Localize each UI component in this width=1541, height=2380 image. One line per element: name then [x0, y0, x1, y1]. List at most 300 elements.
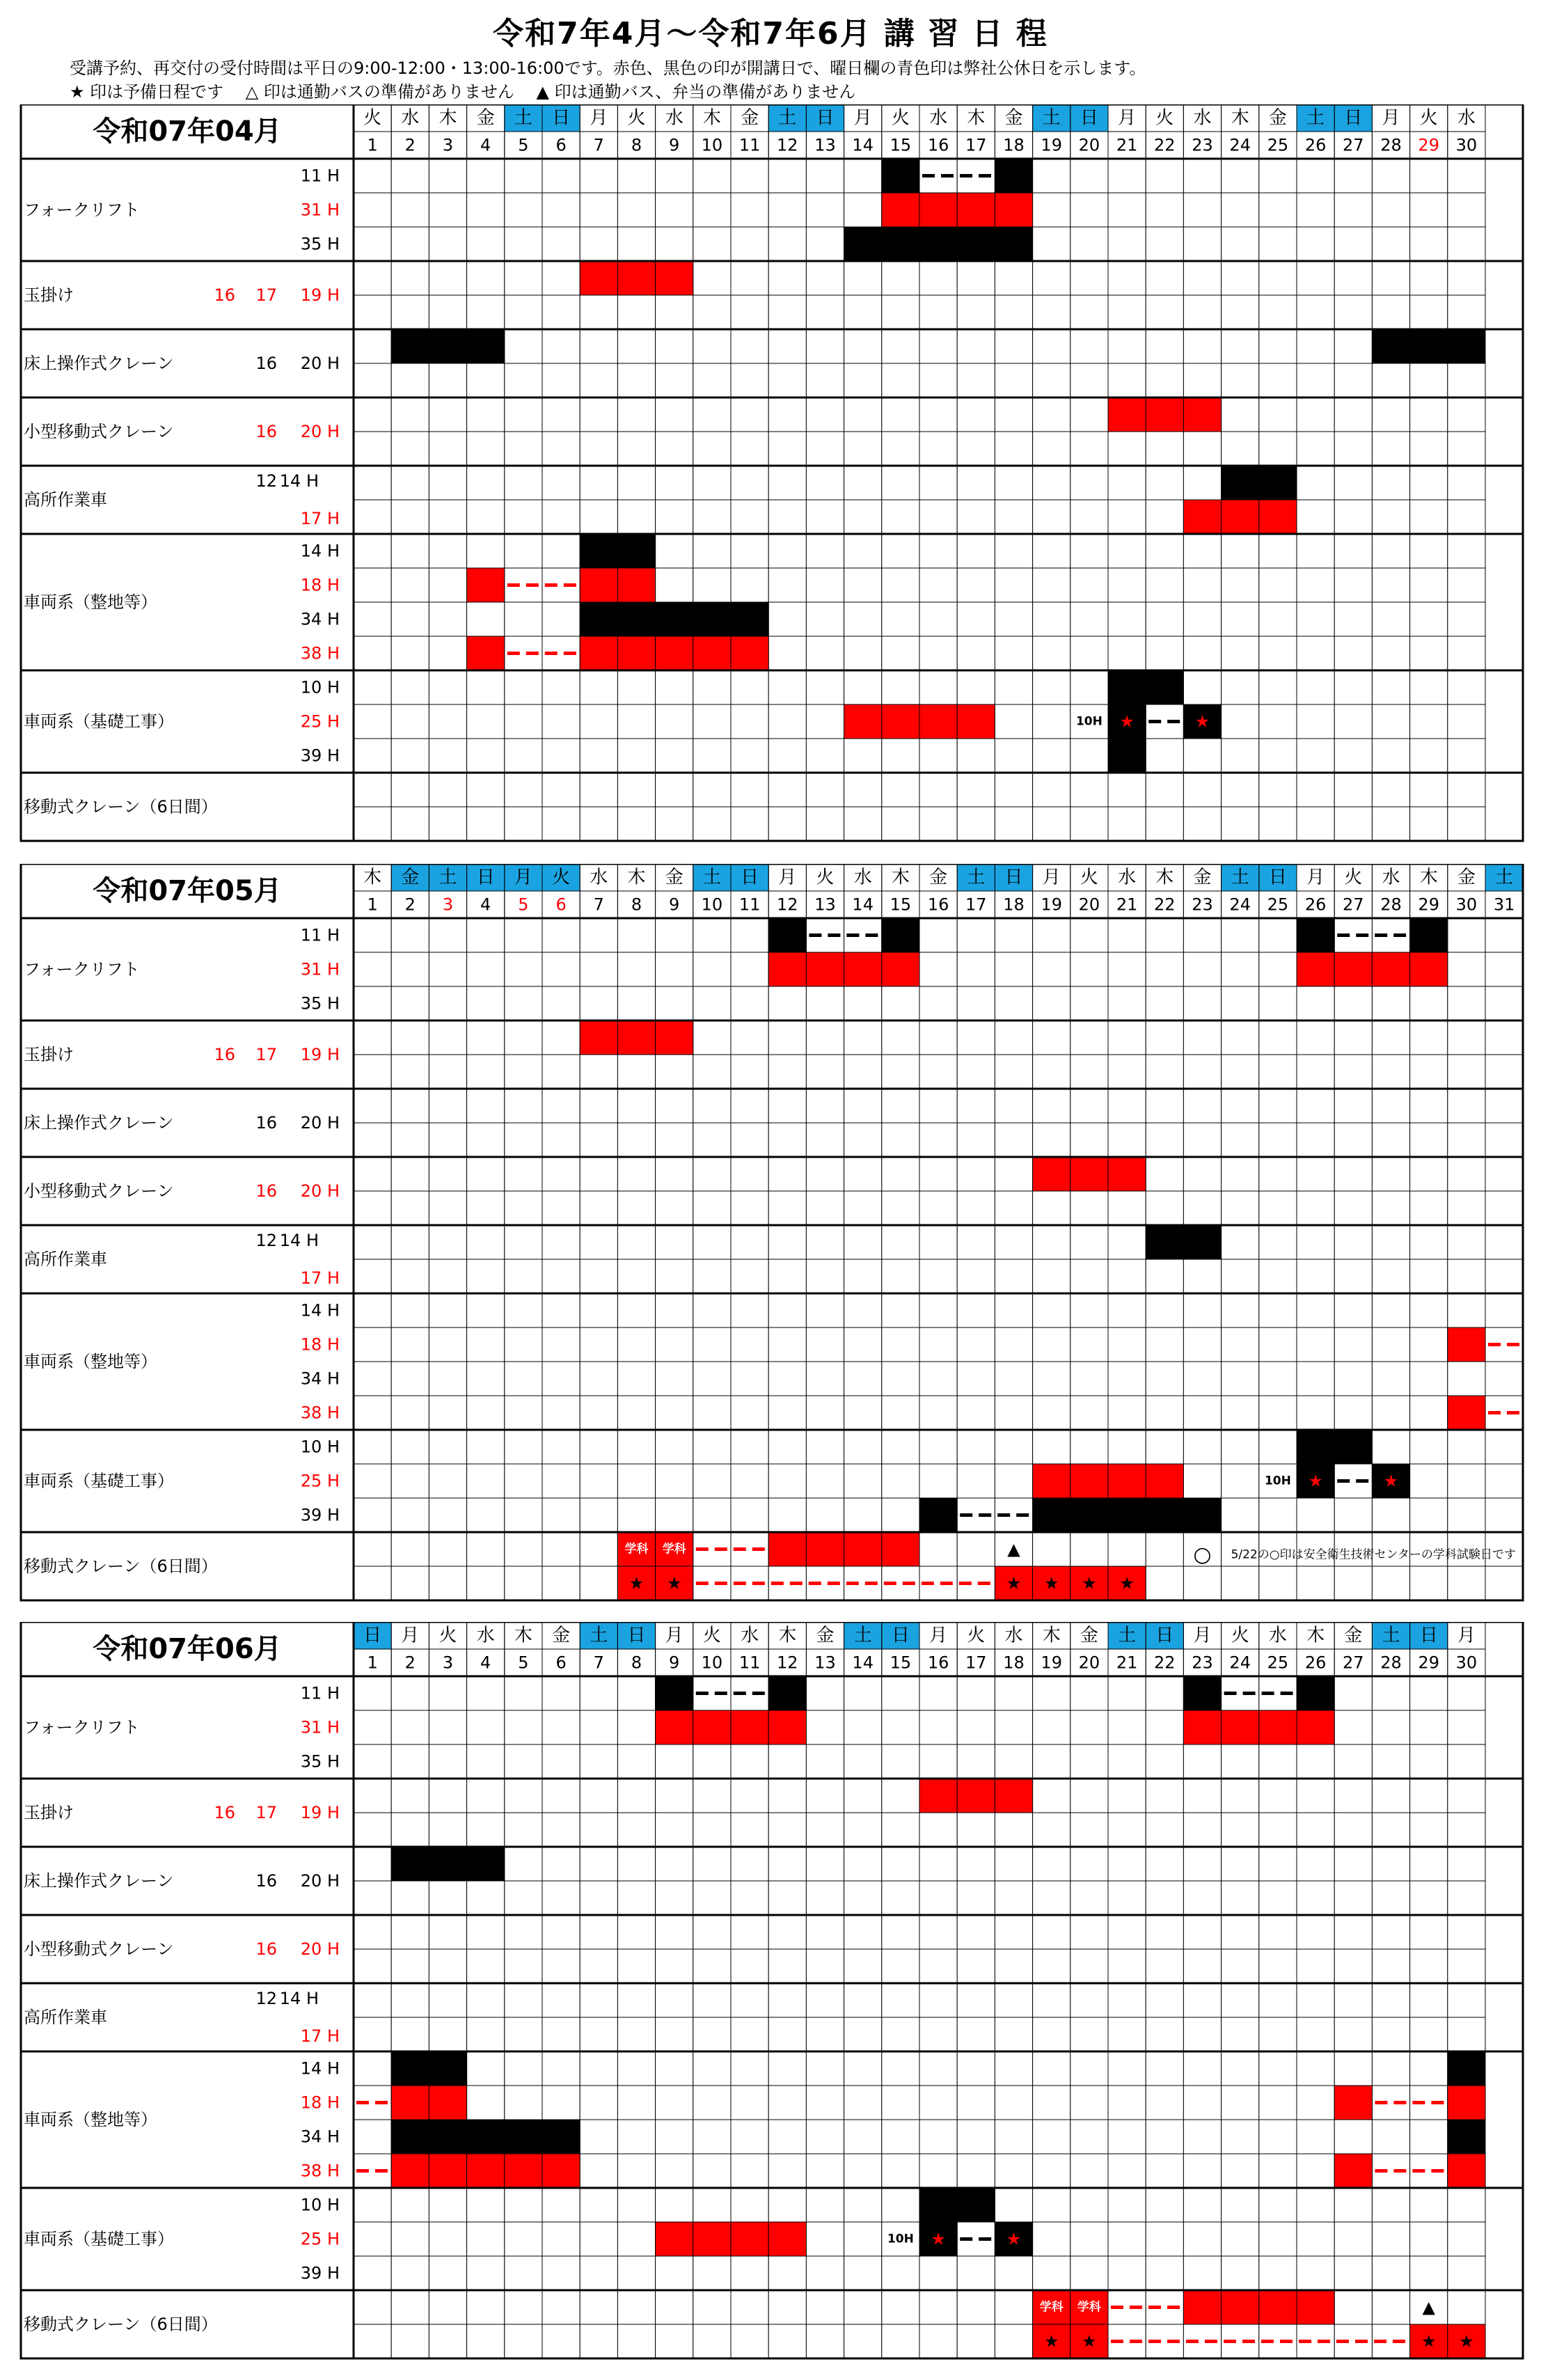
grid-cell[interactable]	[1372, 1055, 1409, 1089]
grid-cell[interactable]	[391, 432, 429, 466]
grid-cell[interactable]	[1485, 952, 1523, 986]
grid-cell[interactable]	[391, 986, 429, 1020]
grid-cell[interactable]	[391, 1327, 429, 1362]
grid-cell[interactable]	[1070, 1430, 1108, 1464]
grid-cell[interactable]	[656, 1396, 693, 1430]
grid-cell[interactable]	[505, 1157, 542, 1191]
grid-cell[interactable]	[957, 2017, 995, 2051]
grid-cell[interactable]	[656, 1293, 693, 1327]
grid-cell[interactable]	[617, 1157, 655, 1191]
grid-cell[interactable]	[1183, 1191, 1221, 1225]
grid-cell[interactable]	[1033, 1983, 1070, 2017]
grid-cell[interactable]	[580, 1089, 617, 1123]
grid-cell[interactable]	[1448, 1157, 1485, 1191]
grid-cell[interactable]	[1448, 397, 1485, 432]
grid-cell[interactable]	[505, 432, 542, 466]
grid-cell[interactable]	[505, 1566, 542, 1600]
grid-cell[interactable]	[731, 500, 768, 534]
grid-cell[interactable]	[693, 295, 731, 329]
grid-cell[interactable]	[1222, 1566, 1259, 1600]
grid-cell[interactable]	[1070, 1396, 1108, 1430]
grid-cell[interactable]	[1334, 739, 1372, 773]
grid-cell[interactable]	[957, 1464, 995, 1498]
grid-cell[interactable]	[1222, 704, 1259, 739]
grid-cell[interactable]	[1334, 1915, 1372, 1949]
grid-cell[interactable]	[957, 1710, 995, 1744]
grid-cell[interactable]	[580, 500, 617, 534]
grid-cell[interactable]	[391, 918, 429, 952]
grid-cell[interactable]	[656, 568, 693, 602]
grid-cell[interactable]	[354, 807, 391, 841]
grid-cell[interactable]	[844, 1949, 882, 1983]
grid-cell[interactable]	[1372, 193, 1409, 227]
grid-cell[interactable]	[542, 1813, 580, 1847]
grid-cell[interactable]	[693, 739, 731, 773]
grid-cell[interactable]	[1146, 918, 1183, 952]
grid-cell[interactable]	[1372, 2222, 1409, 2256]
grid-cell[interactable]	[1070, 261, 1108, 295]
grid-cell[interactable]	[617, 2120, 655, 2154]
grid-cell[interactable]	[1297, 193, 1334, 227]
grid-cell[interactable]	[995, 1949, 1032, 1983]
grid-cell[interactable]	[505, 739, 542, 773]
course-block[interactable]	[957, 227, 995, 261]
grid-cell[interactable]	[1222, 2222, 1259, 2256]
grid-cell[interactable]	[1448, 1225, 1485, 1259]
grid-cell[interactable]	[656, 2290, 693, 2324]
course-block[interactable]	[467, 1847, 505, 1881]
grid-cell[interactable]	[844, 1089, 882, 1123]
grid-cell[interactable]	[1070, 2120, 1108, 2154]
grid-cell[interactable]	[354, 1566, 391, 1600]
grid-cell[interactable]	[354, 1259, 391, 1293]
grid-cell[interactable]	[580, 1327, 617, 1362]
grid-cell[interactable]	[617, 432, 655, 466]
grid-cell[interactable]	[1448, 1779, 1485, 1813]
grid-cell[interactable]	[1183, 773, 1221, 807]
grid-cell[interactable]	[391, 1566, 429, 1600]
grid-cell[interactable]	[1372, 1779, 1409, 1813]
grid-cell[interactable]	[1410, 1949, 1448, 1983]
grid-cell[interactable]	[844, 1020, 882, 1055]
grid-cell[interactable]	[580, 227, 617, 261]
grid-cell[interactable]	[617, 466, 655, 500]
grid-cell[interactable]	[1410, 1157, 1448, 1191]
course-block[interactable]	[1033, 1498, 1070, 1532]
grid-cell[interactable]	[1297, 1327, 1334, 1362]
grid-cell[interactable]	[1410, 1055, 1448, 1089]
grid-cell[interactable]	[1183, 1847, 1221, 1881]
grid-cell[interactable]	[882, 1225, 919, 1259]
grid-cell[interactable]	[429, 534, 466, 568]
course-block[interactable]	[1297, 952, 1334, 986]
grid-cell[interactable]	[467, 704, 505, 739]
grid-cell[interactable]	[1222, 568, 1259, 602]
grid-cell[interactable]	[844, 1983, 882, 2017]
grid-cell[interactable]	[1297, 397, 1334, 432]
grid-cell[interactable]	[1372, 1020, 1409, 1055]
grid-cell[interactable]	[957, 568, 995, 602]
grid-cell[interactable]	[995, 1327, 1032, 1362]
grid-cell[interactable]	[1297, 1983, 1334, 2017]
grid-cell[interactable]	[1297, 636, 1334, 670]
grid-cell[interactable]	[882, 432, 919, 466]
course-block[interactable]	[1334, 1430, 1372, 1464]
grid-cell[interactable]	[693, 2188, 731, 2222]
grid-cell[interactable]	[429, 1362, 466, 1396]
grid-cell[interactable]	[429, 1532, 466, 1566]
grid-cell[interactable]	[693, 363, 731, 397]
grid-cell[interactable]	[1146, 1779, 1183, 1813]
grid-cell[interactable]	[1146, 1566, 1183, 1600]
grid-cell[interactable]	[467, 1532, 505, 1566]
grid-cell[interactable]	[1372, 2256, 1409, 2290]
grid-cell[interactable]	[656, 1191, 693, 1225]
grid-cell[interactable]	[429, 807, 466, 841]
grid-cell[interactable]	[429, 1020, 466, 1055]
course-block[interactable]	[391, 2154, 429, 2188]
grid-cell[interactable]	[806, 1464, 844, 1498]
grid-cell[interactable]	[995, 918, 1032, 952]
grid-cell[interactable]	[1070, 363, 1108, 397]
grid-cell[interactable]	[505, 986, 542, 1020]
course-block[interactable]	[693, 602, 731, 636]
grid-cell[interactable]	[844, 534, 882, 568]
grid-cell[interactable]	[1448, 1089, 1485, 1123]
grid-cell[interactable]	[957, 1055, 995, 1089]
grid-cell[interactable]	[1334, 1566, 1372, 1600]
grid-cell[interactable]	[995, 534, 1032, 568]
grid-cell[interactable]	[1146, 227, 1183, 261]
grid-cell[interactable]	[882, 2051, 919, 2086]
course-block[interactable]	[1372, 329, 1409, 363]
grid-cell[interactable]	[1485, 1430, 1523, 1464]
course-block[interactable]	[580, 568, 617, 602]
grid-cell[interactable]	[1259, 1949, 1297, 1983]
grid-cell[interactable]	[429, 2324, 466, 2358]
grid-cell[interactable]	[806, 1089, 844, 1123]
grid-cell[interactable]	[1410, 1191, 1448, 1225]
grid-cell[interactable]	[806, 329, 844, 363]
grid-cell[interactable]	[1183, 2188, 1221, 2222]
grid-cell[interactable]	[505, 670, 542, 704]
grid-cell[interactable]	[1108, 773, 1146, 807]
grid-cell[interactable]	[1334, 500, 1372, 534]
grid-cell[interactable]	[354, 1532, 391, 1566]
grid-cell[interactable]	[1334, 1744, 1372, 1779]
grid-cell[interactable]	[1372, 227, 1409, 261]
grid-cell[interactable]	[1448, 1813, 1485, 1847]
grid-cell[interactable]	[882, 1293, 919, 1327]
grid-cell[interactable]	[1485, 1362, 1523, 1396]
grid-cell[interactable]	[429, 397, 466, 432]
grid-cell[interactable]	[768, 159, 806, 193]
course-block[interactable]	[1183, 2290, 1221, 2324]
grid-cell[interactable]	[467, 1813, 505, 1847]
grid-cell[interactable]	[1334, 227, 1372, 261]
grid-cell[interactable]	[1334, 1157, 1372, 1191]
grid-cell[interactable]	[505, 1259, 542, 1293]
course-block[interactable]	[919, 1498, 957, 1532]
grid-cell[interactable]	[617, 2086, 655, 2120]
grid-cell[interactable]	[1259, 363, 1297, 397]
grid-cell[interactable]	[1297, 1396, 1334, 1430]
grid-cell[interactable]	[806, 986, 844, 1020]
grid-cell[interactable]	[882, 1881, 919, 1915]
grid-cell[interactable]	[1448, 568, 1485, 602]
grid-cell[interactable]	[656, 773, 693, 807]
grid-cell[interactable]	[1146, 807, 1183, 841]
grid-cell[interactable]	[354, 466, 391, 500]
grid-cell[interactable]	[995, 1813, 1032, 1847]
grid-cell[interactable]	[1372, 432, 1409, 466]
grid-cell[interactable]	[429, 500, 466, 534]
grid-cell[interactable]	[1259, 704, 1297, 739]
grid-cell[interactable]	[844, 1813, 882, 1847]
grid-cell[interactable]	[844, 1362, 882, 1396]
grid-cell[interactable]	[1183, 739, 1221, 773]
grid-cell[interactable]	[1070, 1191, 1108, 1225]
grid-cell[interactable]	[919, 1123, 957, 1157]
course-block[interactable]	[1070, 1498, 1108, 1532]
grid-cell[interactable]	[354, 261, 391, 295]
grid-cell[interactable]	[693, 1293, 731, 1327]
grid-cell[interactable]	[391, 1710, 429, 1744]
grid-cell[interactable]	[1033, 670, 1070, 704]
grid-cell[interactable]	[768, 2188, 806, 2222]
grid-cell[interactable]	[429, 295, 466, 329]
grid-cell[interactable]	[768, 636, 806, 670]
grid-cell[interactable]	[429, 1055, 466, 1089]
grid-cell[interactable]	[1033, 1293, 1070, 1327]
grid-cell[interactable]	[844, 2188, 882, 2222]
course-block[interactable]	[768, 1710, 806, 1744]
grid-cell[interactable]	[844, 2086, 882, 2120]
course-block[interactable]	[1183, 1498, 1221, 1532]
grid-cell[interactable]	[1448, 952, 1485, 986]
grid-cell[interactable]	[1146, 739, 1183, 773]
grid-cell[interactable]	[391, 1676, 429, 1710]
grid-cell[interactable]	[1146, 466, 1183, 500]
grid-cell[interactable]	[844, 568, 882, 602]
grid-cell[interactable]	[467, 807, 505, 841]
grid-cell[interactable]	[580, 670, 617, 704]
grid-cell[interactable]	[1108, 1055, 1146, 1089]
grid-cell[interactable]	[467, 2256, 505, 2290]
grid-cell[interactable]	[1372, 2051, 1409, 2086]
grid-cell[interactable]	[1108, 1949, 1146, 1983]
grid-cell[interactable]	[1033, 1710, 1070, 1744]
grid-cell[interactable]	[354, 2188, 391, 2222]
grid-cell[interactable]	[542, 1225, 580, 1259]
grid-cell[interactable]	[580, 773, 617, 807]
grid-cell[interactable]	[617, 1498, 655, 1532]
grid-cell[interactable]	[957, 807, 995, 841]
grid-cell[interactable]	[1070, 1710, 1108, 1744]
grid-cell[interactable]	[429, 193, 466, 227]
grid-cell[interactable]	[391, 1089, 429, 1123]
grid-cell[interactable]	[1108, 1191, 1146, 1225]
grid-cell[interactable]	[995, 739, 1032, 773]
grid-cell[interactable]	[1410, 1676, 1448, 1710]
grid-cell[interactable]	[1448, 1847, 1485, 1881]
grid-cell[interactable]	[580, 2154, 617, 2188]
grid-cell[interactable]	[580, 2188, 617, 2222]
grid-cell[interactable]	[505, 1532, 542, 1566]
grid-cell[interactable]	[1033, 2086, 1070, 2120]
grid-cell[interactable]	[617, 704, 655, 739]
grid-cell[interactable]	[580, 1430, 617, 1464]
grid-cell[interactable]	[882, 1676, 919, 1710]
grid-cell[interactable]	[580, 295, 617, 329]
grid-cell[interactable]	[1372, 1498, 1409, 1532]
course-block[interactable]	[882, 227, 919, 261]
grid-cell[interactable]	[957, 636, 995, 670]
grid-cell[interactable]	[919, 2120, 957, 2154]
grid-cell[interactable]	[467, 2324, 505, 2358]
grid-cell[interactable]	[1410, 1089, 1448, 1123]
grid-cell[interactable]	[1334, 986, 1372, 1020]
grid-cell[interactable]	[1448, 2188, 1485, 2222]
grid-cell[interactable]	[882, 1949, 919, 1983]
grid-cell[interactable]	[1146, 1396, 1183, 1430]
grid-cell[interactable]	[542, 534, 580, 568]
grid-cell[interactable]	[391, 2324, 429, 2358]
grid-cell[interactable]	[1222, 2086, 1259, 2120]
grid-cell[interactable]	[1108, 1532, 1146, 1566]
grid-cell[interactable]	[1485, 1225, 1523, 1259]
grid-cell[interactable]	[1448, 2222, 1485, 2256]
grid-cell[interactable]	[1183, 602, 1221, 636]
grid-cell[interactable]	[995, 363, 1032, 397]
grid-cell[interactable]	[467, 500, 505, 534]
grid-cell[interactable]	[1448, 1055, 1485, 1089]
grid-cell[interactable]	[354, 952, 391, 986]
grid-cell[interactable]	[1033, 1430, 1070, 1464]
grid-cell[interactable]	[882, 1710, 919, 1744]
grid-cell[interactable]	[1259, 1915, 1297, 1949]
grid-cell[interactable]	[919, 432, 957, 466]
grid-cell[interactable]	[806, 1915, 844, 1949]
grid-cell[interactable]	[467, 1293, 505, 1327]
grid-cell[interactable]	[542, 739, 580, 773]
grid-cell[interactable]	[1334, 329, 1372, 363]
grid-cell[interactable]	[957, 1744, 995, 1779]
grid-cell[interactable]	[467, 1327, 505, 1362]
grid-cell[interactable]	[806, 1949, 844, 1983]
course-block[interactable]	[467, 2154, 505, 2188]
grid-cell[interactable]	[1183, 1430, 1221, 1464]
grid-cell[interactable]	[1410, 2120, 1448, 2154]
grid-cell[interactable]	[1183, 1983, 1221, 2017]
grid-cell[interactable]	[429, 636, 466, 670]
grid-cell[interactable]	[919, 1362, 957, 1396]
grid-cell[interactable]	[429, 2222, 466, 2256]
course-block[interactable]	[391, 1847, 429, 1881]
grid-cell[interactable]	[656, 2154, 693, 2188]
grid-cell[interactable]	[768, 329, 806, 363]
grid-cell[interactable]	[1108, 918, 1146, 952]
grid-cell[interactable]	[919, 1983, 957, 2017]
course-block[interactable]	[1297, 1710, 1334, 1744]
grid-cell[interactable]	[1033, 602, 1070, 636]
grid-cell[interactable]	[1070, 329, 1108, 363]
grid-cell[interactable]	[391, 952, 429, 986]
grid-cell[interactable]	[354, 329, 391, 363]
grid-cell[interactable]	[693, 807, 731, 841]
grid-cell[interactable]	[957, 1532, 995, 1566]
grid-cell[interactable]	[731, 2256, 768, 2290]
grid-cell[interactable]	[806, 1676, 844, 1710]
grid-cell[interactable]	[957, 1157, 995, 1191]
grid-cell[interactable]	[768, 1123, 806, 1157]
grid-cell[interactable]	[429, 670, 466, 704]
grid-cell[interactable]	[731, 1983, 768, 2017]
grid-cell[interactable]	[1297, 602, 1334, 636]
grid-cell[interactable]	[844, 1498, 882, 1532]
grid-cell[interactable]	[919, 1881, 957, 1915]
grid-cell[interactable]	[429, 704, 466, 739]
grid-cell[interactable]	[1410, 1983, 1448, 2017]
grid-cell[interactable]	[806, 397, 844, 432]
grid-cell[interactable]	[693, 1915, 731, 1949]
grid-cell[interactable]	[1334, 2290, 1372, 2324]
grid-cell[interactable]	[1410, 986, 1448, 1020]
grid-cell[interactable]	[1448, 261, 1485, 295]
grid-cell[interactable]	[1222, 1123, 1259, 1157]
grid-cell[interactable]	[617, 227, 655, 261]
grid-cell[interactable]	[1183, 636, 1221, 670]
grid-cell[interactable]	[1183, 1464, 1221, 1498]
grid-cell[interactable]	[505, 1779, 542, 1813]
grid-cell[interactable]	[731, 952, 768, 986]
grid-cell[interactable]	[1146, 1430, 1183, 1464]
grid-cell[interactable]	[391, 1191, 429, 1225]
grid-cell[interactable]	[617, 670, 655, 704]
grid-cell[interactable]	[467, 432, 505, 466]
grid-cell[interactable]	[1410, 1259, 1448, 1293]
grid-cell[interactable]	[656, 466, 693, 500]
grid-cell[interactable]	[844, 1396, 882, 1430]
grid-cell[interactable]	[1297, 466, 1334, 500]
grid-cell[interactable]	[542, 397, 580, 432]
grid-cell[interactable]	[505, 466, 542, 500]
grid-cell[interactable]	[731, 773, 768, 807]
grid-cell[interactable]	[1146, 2120, 1183, 2154]
grid-cell[interactable]	[1033, 1123, 1070, 1157]
grid-cell[interactable]	[542, 261, 580, 295]
grid-cell[interactable]	[1297, 2222, 1334, 2256]
grid-cell[interactable]	[957, 952, 995, 986]
grid-cell[interactable]	[467, 1362, 505, 1396]
grid-cell[interactable]	[1070, 1881, 1108, 1915]
grid-cell[interactable]	[768, 1983, 806, 2017]
grid-cell[interactable]	[693, 918, 731, 952]
grid-cell[interactable]	[580, 986, 617, 1020]
grid-cell[interactable]	[1259, 534, 1297, 568]
grid-cell[interactable]	[1146, 1089, 1183, 1123]
course-block[interactable]	[617, 261, 655, 295]
grid-cell[interactable]	[542, 1881, 580, 1915]
course-block[interactable]	[1448, 1396, 1485, 1430]
grid-cell[interactable]	[656, 1259, 693, 1293]
grid-cell[interactable]	[768, 1915, 806, 1949]
grid-cell[interactable]	[1448, 1293, 1485, 1327]
grid-cell[interactable]	[1448, 1123, 1485, 1157]
grid-cell[interactable]	[1410, 1847, 1448, 1881]
grid-cell[interactable]	[1259, 602, 1297, 636]
grid-cell[interactable]	[882, 1327, 919, 1362]
